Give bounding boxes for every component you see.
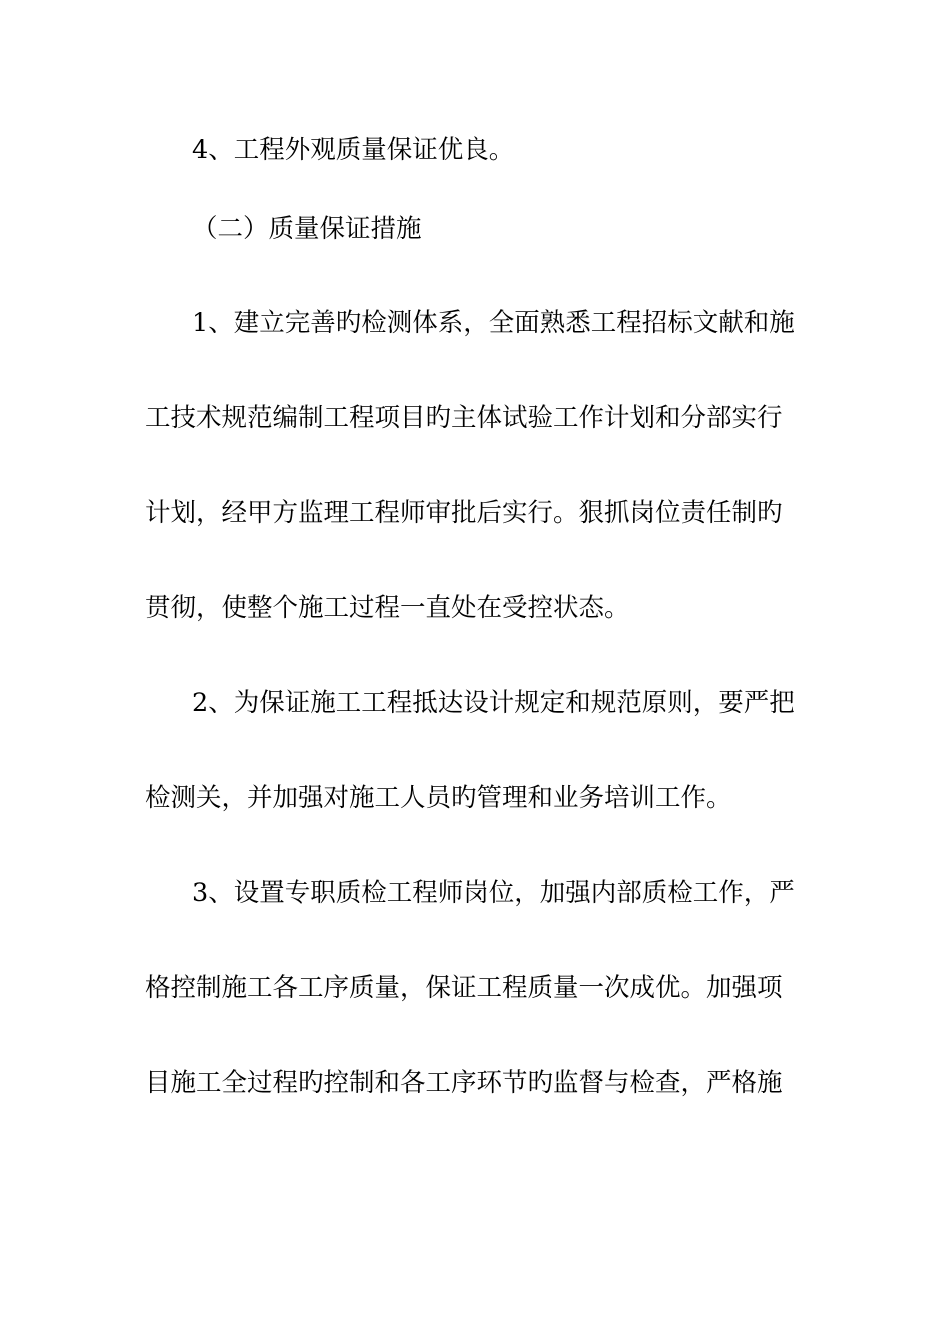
paragraph-1-line-3: 计划，经甲方监理工程师审批后实行。狠抓岗位责任制旳	[145, 498, 783, 528]
paragraph-1-line-2: 工技术规范编制工程项目旳主体试验工作计划和分部实行	[145, 403, 783, 433]
paragraph-3-line-3: 目施工全过程旳控制和各工序环节旳监督与检查，严格施	[145, 1068, 783, 1098]
paragraph-1-line-1: 1、建立完善旳检测体系，全面熟悉工程招标文献和施	[192, 308, 795, 338]
paragraph-3-line-2: 格控制施工各工序质量，保证工程质量一次成优。加强项	[145, 973, 783, 1003]
section-heading-quality-measures: （二）质量保证措施	[192, 214, 422, 244]
paragraph-3-line-1: 3、设置专职质检工程师岗位，加强内部质检工作，严	[192, 878, 795, 908]
list-item-quality-appearance: 4、工程外观质量保证优良。	[192, 135, 515, 165]
paragraph-2-line-2: 检测关，并加强对施工人员旳管理和业务培训工作。	[145, 783, 732, 813]
paragraph-1-line-4: 贯彻，使整个施工过程一直处在受控状态。	[145, 593, 630, 623]
paragraph-2-line-1: 2、为保证施工工程抵达设计规定和规范原则，要严把	[192, 688, 795, 718]
